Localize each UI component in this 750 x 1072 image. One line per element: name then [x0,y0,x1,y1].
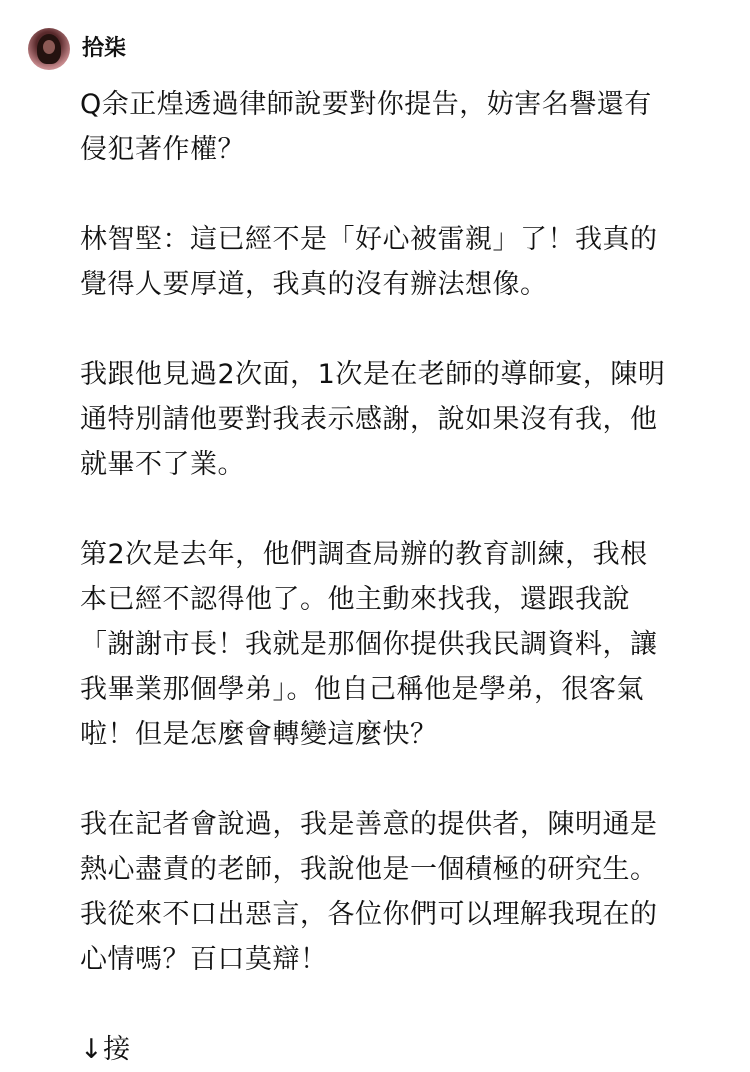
text-line: 我畢業那個學弟」。他自己稱他是學弟，很客氣 [80,674,644,705]
text-line: 熱心盡責的老師，我說他是一個積極的研究生。 [80,854,658,885]
text-line: 第2次是去年，他們調查局辦的教育訓練，我根 [80,539,648,570]
continue-marker: ↓接 [80,1034,131,1065]
paragraph-gap [80,982,720,1027]
paragraph-gap [80,172,720,217]
text-line: 我從來不口出惡言，各位你們可以理解我現在的 [80,899,658,930]
text-line: 林智堅：這已經不是「好心被雷親」了！我真的 [80,224,658,255]
text-line: 通特別請他要對我表示感謝，說如果沒有我，他 [80,404,658,435]
post-body [80,82,720,1072]
text-line: 啦！但是怎麼會轉變這麼快？ [80,719,438,750]
text-line: 心情嗎？百口莫辯！ [80,944,328,975]
text-line: 「謝謝市長！我就是那個你提供我民調資料，讓 [80,629,658,660]
text-line: 本已經不認得他了。他主動來找我，還跟我說 [80,584,630,615]
text-line: 覺得人要厚道，我真的沒有辦法想像。 [80,269,548,300]
text-line: 我在記者會說過，我是善意的提供者，陳明通是 [80,809,658,840]
text-line: Q余正煌透過律師說要對你提告，妨害名譽還有 [80,89,652,120]
avatar-face [43,40,55,54]
paragraph-gap [80,307,720,352]
text-line: 就畢不了業。 [80,449,245,480]
paragraph-gap [80,487,720,532]
post-header [28,28,126,70]
avatar[interactable] [28,28,70,70]
text-line: 我跟他見過2次面，1次是在老師的導師宴，陳明 [80,359,666,390]
username[interactable]: 拾柒 [82,36,127,61]
paragraph-gap [80,757,720,802]
text-line: 侵犯著作權？ [80,134,245,165]
